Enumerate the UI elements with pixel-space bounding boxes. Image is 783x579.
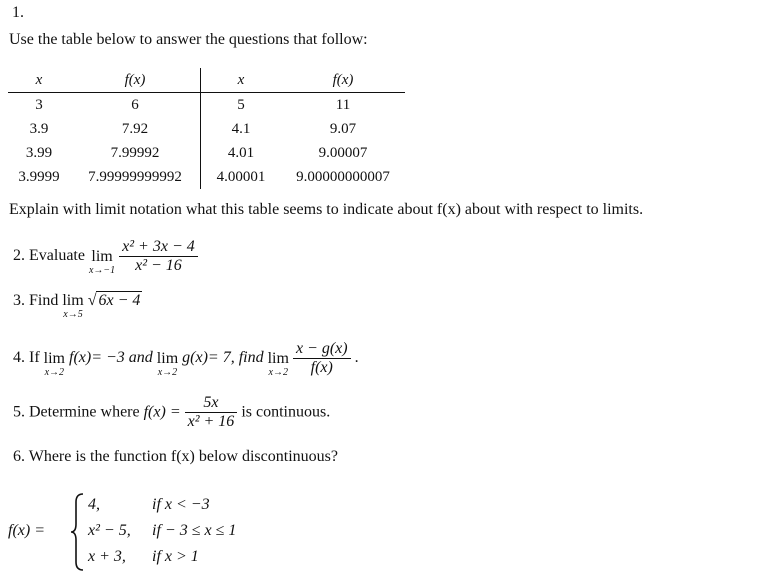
lim-subscript: x→−1: [88, 265, 116, 276]
table-cell: 6: [70, 93, 201, 118]
lim-subscript: x→5: [63, 309, 83, 320]
lim-subscript: x→2: [268, 367, 288, 378]
table-cell: 3.9: [29, 121, 49, 137]
lim-subscript: x→2: [44, 367, 65, 378]
table-cell: 9.07: [329, 121, 357, 137]
problem-6-text: 6. Where is the function f(x) below discontinuous?: [13, 448, 338, 465]
table-cell: 7.92: [70, 117, 201, 141]
problem-5-fraction: [185, 394, 238, 431]
case-2-expr: x² − 5,: [88, 522, 131, 539]
lim-word: lim: [156, 350, 179, 367]
header-fx-left: f(x): [70, 68, 201, 93]
table-cell: 4.00001: [216, 169, 266, 185]
case-3-cond: if x > 1: [152, 548, 199, 565]
case-2-cond: if − 3 ≤ x ≤ 1: [152, 522, 237, 539]
problem-4-label: 4. If: [13, 349, 40, 366]
table-row: [8, 165, 405, 189]
problem-5-label: 5. Determine where: [13, 403, 140, 421]
problem-4-part1: f(x)= −3 and: [69, 349, 153, 366]
table-cell: 7.99999999992: [70, 165, 201, 189]
lim-word: lim: [91, 248, 113, 265]
problem-1-number: 1.: [12, 4, 24, 21]
problem-5-end: is continuous.: [241, 403, 331, 421]
case-1-cond: if x < −3: [152, 496, 210, 513]
problem-4-end: .: [354, 349, 359, 366]
problem-4-fraction: [293, 340, 351, 377]
limit-operator: [62, 292, 83, 320]
header-x-right: x: [201, 68, 282, 93]
problem-5-fx: f(x) =: [143, 403, 181, 421]
case-1-expr: 4,: [88, 496, 100, 513]
table-row: [8, 117, 405, 141]
problem-2-label: 2. Evaluate: [13, 247, 85, 264]
table-row: [8, 141, 405, 165]
lim-word: lim: [43, 350, 65, 367]
problem-4: [13, 338, 359, 378]
fraction-numerator: x² + 3x − 4: [122, 237, 195, 255]
sqrt-icon: √: [87, 292, 97, 309]
fraction-denominator: x² + 16: [185, 412, 238, 431]
header-x-left: x: [8, 68, 70, 93]
problem-2-fraction: [119, 238, 198, 275]
piecewise-function: [8, 492, 308, 572]
problem-1-explain: Explain with limit notation what this table seems to indicate about f(x) about with respect to limits.: [9, 201, 644, 218]
table-header-row: [8, 68, 405, 93]
problem-1-intro: Use the table below to answer the questions that follow:: [9, 31, 368, 48]
limit-operator: [89, 248, 115, 276]
table-row: [8, 93, 405, 118]
limit-operator: [44, 350, 65, 378]
problem-4-part2: g(x)= 7, find: [182, 349, 264, 366]
header-fx-right: f(x): [281, 68, 405, 93]
limit-operator: [268, 350, 289, 378]
radicand: 6x − 4: [98, 292, 141, 309]
problem-2: [13, 236, 198, 276]
table-cell: 4.01: [227, 145, 255, 161]
table-cell: 9.00000000007: [296, 169, 390, 185]
table-cell: 3.99: [25, 145, 53, 161]
case-3-expr: x + 3,: [88, 548, 126, 565]
table-cell: 3: [35, 97, 43, 113]
fraction-denominator: x² − 16: [119, 256, 198, 275]
table-cell: 7.99992: [70, 141, 201, 165]
lim-subscript: x→2: [157, 367, 178, 378]
piecewise-lhs: f(x) =: [8, 522, 45, 539]
lim-word: lim: [62, 292, 84, 309]
problem-3: [13, 292, 142, 320]
table-cell: 5: [237, 97, 245, 113]
fraction-numerator: x − g(x): [295, 339, 348, 357]
problem-3-label: 3. Find: [13, 292, 59, 309]
left-brace-icon: [70, 492, 86, 572]
square-root: [88, 292, 143, 310]
table-cell: 11: [335, 97, 351, 113]
problem-5: [13, 394, 330, 431]
table-cell: 4.1: [231, 121, 251, 137]
limit-operator: [157, 350, 178, 378]
table-cell: 9.00007: [318, 145, 368, 161]
fraction-numerator: 5x: [203, 394, 219, 411]
values-table: [8, 68, 405, 189]
lim-word: lim: [267, 350, 289, 367]
fraction-denominator: f(x): [293, 358, 351, 377]
table-cell: 3.9999: [18, 169, 60, 185]
